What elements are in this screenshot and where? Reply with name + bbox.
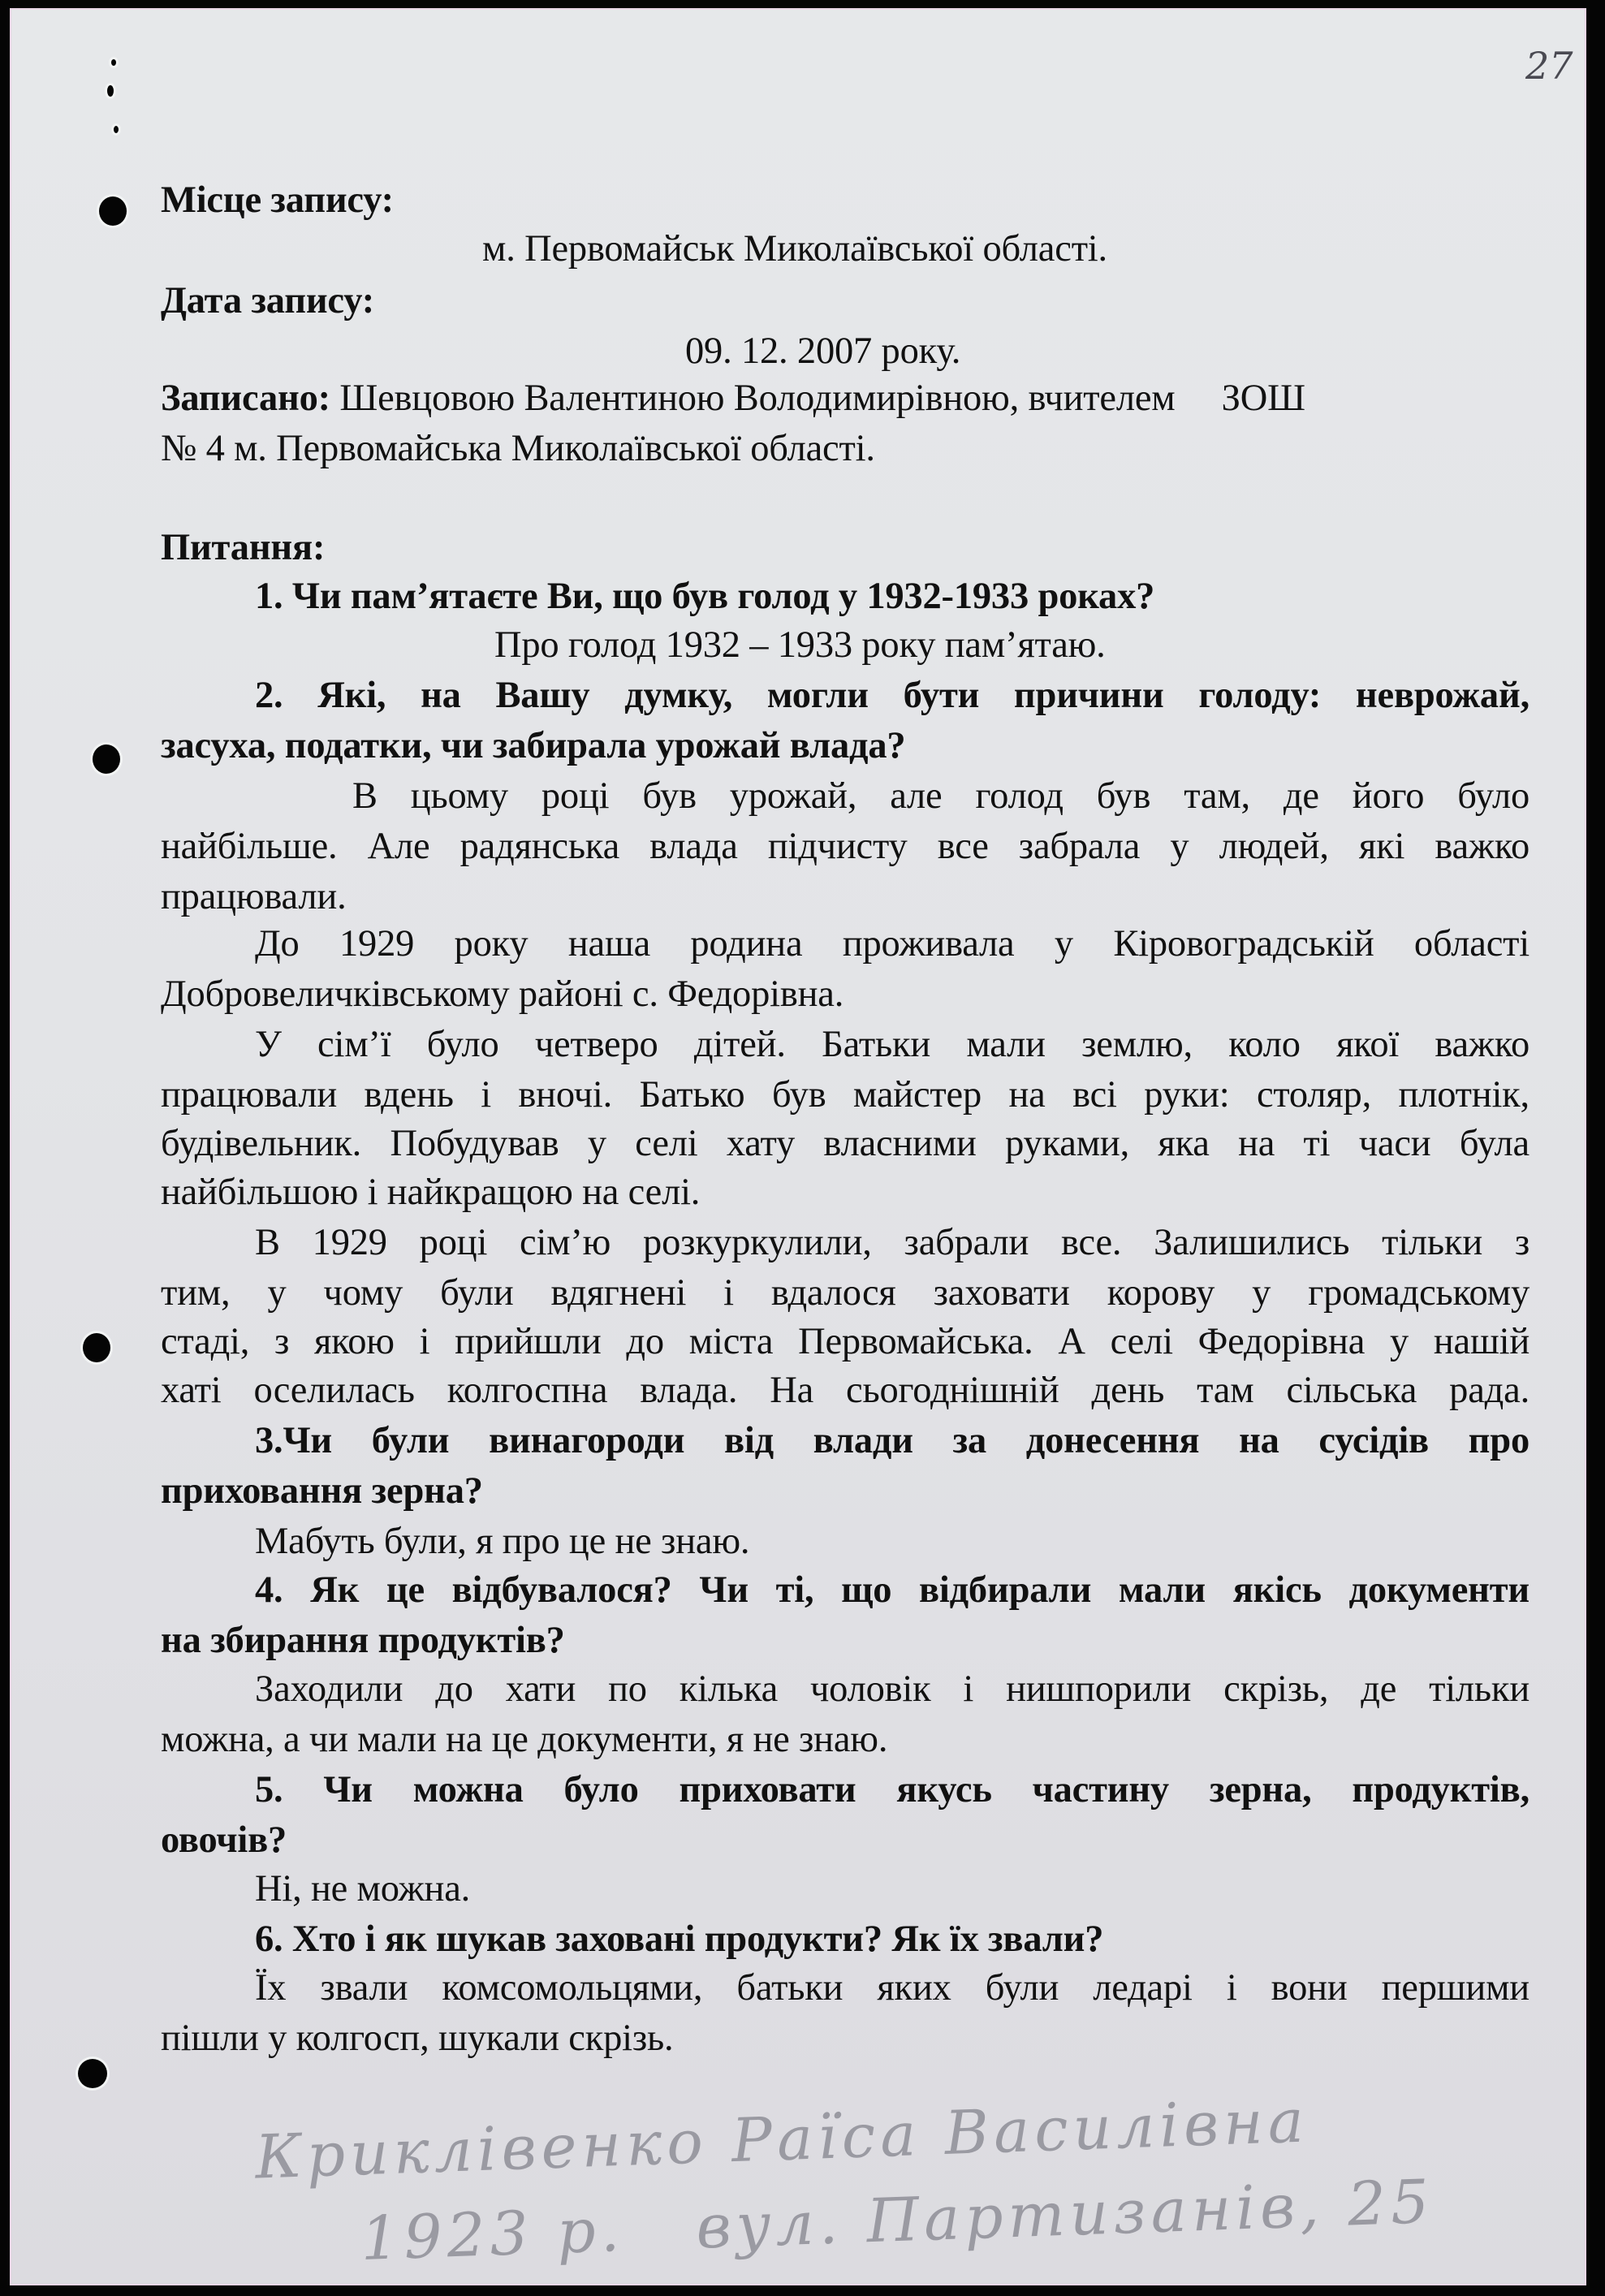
punch-hole <box>114 126 119 133</box>
punch-hole <box>83 1333 110 1362</box>
recorded-line <box>161 380 1305 418</box>
recorded-value: Шевцовою Валентиною Володимирівною, вчителем ЗОШ <box>339 378 1305 419</box>
punch-hole <box>99 196 127 226</box>
answer-2-line: До 1929 року наша родина проживала у Кіровоградській області <box>255 923 1529 965</box>
punch-hole <box>93 744 120 774</box>
place-label: Місце запису: <box>161 179 394 221</box>
answer-2-line: У сім’ї було четверо дітей. Батьки мали землю, коло якої важко <box>255 1024 1529 1065</box>
answer-2-line: будівельник. Побудував у селі хату власними руками, яка на ті часи була <box>161 1123 1529 1164</box>
question-5-cont: овочів? <box>161 1819 287 1861</box>
question-1: 1. Чи пам’ятаєте Ви, що був голод у 1932-1933 роках? <box>255 576 1155 617</box>
place-value: м. Первомайськ Миколаївської області. <box>482 228 1107 270</box>
questions-label: Питання: <box>161 527 326 568</box>
document-page <box>10 8 1586 2285</box>
answer-4-line: Заходили до хати по кілька чоловік і нишпорили скрізь, де тільки <box>255 1668 1529 1710</box>
recorded-value-cont: № 4 м. Первомайська Миколаївської області. <box>161 428 875 469</box>
answer-5: Ні, не можна. <box>255 1868 471 1910</box>
question-3-cont: приховання зерна? <box>161 1470 483 1512</box>
punch-hole <box>111 59 116 66</box>
handwritten-name: Криклівенко Раїса Василівна <box>253 2086 1310 2193</box>
answer-6-line: пішли у колгосп, шукали скрізь. <box>161 2018 674 2059</box>
date-value: 09. 12. 2007 року. <box>685 330 961 372</box>
answer-2-line: В 1929 році сім’ю розкуркулили, забрали все. Залишились тільки з <box>255 1222 1529 1263</box>
punch-hole <box>107 85 114 97</box>
answer-6-line: Їх звали комсомольцями, батьки яких були ледарі і вони першими <box>255 1967 1529 2009</box>
answer-2-line: найбільше. Але радянська влада підчисту все забрала у людей, які важко <box>161 826 1529 867</box>
question-4-cont: на збирання продуктів? <box>161 1620 565 1661</box>
question-2-cont: засуха, податки, чи забирала урожай влада? <box>161 725 906 766</box>
answer-4-line: можна, а чи мали на це документи, я не знаю. <box>161 1719 888 1760</box>
answer-3: Мабуть були, я про це не знаю. <box>255 1521 750 1562</box>
answer-2-line: працювали. <box>161 876 347 917</box>
question-4: 4. Як це відбувалося? Чи ті, що відбирали мали якісь документи <box>255 1569 1529 1611</box>
answer-2-line: Добровеличківському районі с. Федорівна. <box>161 973 844 1015</box>
question-6: 6. Хто і як шукав заховані продукти? Як їх звали? <box>255 1918 1104 1960</box>
answer-2-line: стаді, з якою і прийшли до міста Первомайська. А селі Федорівна у нашій <box>161 1321 1529 1362</box>
answer-2-line: хаті оселилась колгоспна влада. На сьогоднішній день там сільська рада. <box>161 1370 1529 1411</box>
answer-2-line: тим, у чому були вдягнені і вдалося заховати корову у громадському <box>161 1272 1529 1314</box>
answer-2-line: найбільшою і найкращою на селі. <box>161 1172 701 1213</box>
question-3: 3.Чи були винагороди від влади за донесення на сусідів про <box>255 1420 1529 1461</box>
recorded-label: Записано: <box>161 378 330 419</box>
page-number: 27 <box>1525 44 1573 88</box>
question-2: 2. Які, на Вашу думку, могли бути причини голоду: неврожай, <box>255 675 1529 716</box>
question-5: 5. Чи можна було приховати якусь частину зерна, продуктів, <box>255 1769 1529 1810</box>
answer-2-line: В цьому році був урожай, але голод був там, де його було <box>352 775 1529 817</box>
answer-1: Про голод 1932 – 1933 року пам’ятаю. <box>494 624 1106 666</box>
answer-2-line: працювали вдень і вночі. Батько був майстер на всі руки: столяр, плотнік, <box>161 1074 1529 1116</box>
handwritten-address: 1923 р. вул. Партизанів, 25 <box>359 2166 1435 2275</box>
punch-hole <box>78 2059 107 2088</box>
date-label: Дата запису: <box>161 280 374 322</box>
